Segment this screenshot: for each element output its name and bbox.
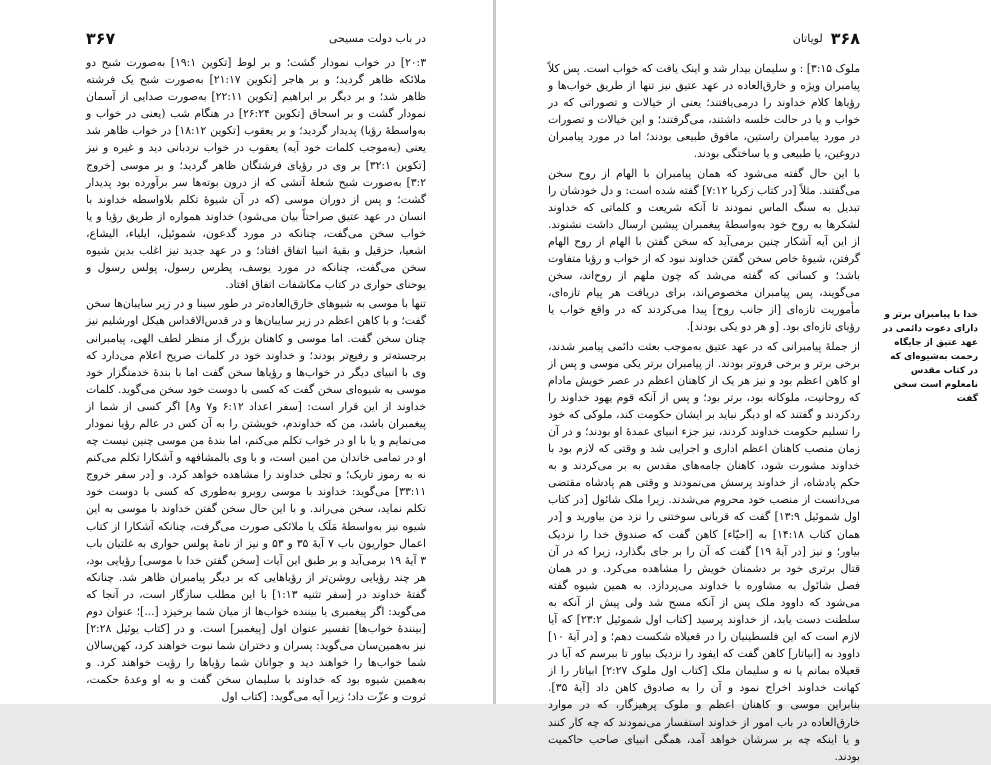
margin-note: خدا با پیامبران برتر و دارای دعوت دائمی در عهد عتیق از جایگاه رحمت به‌شیوه‌ای که در کتاب مقدس نامعلوم است سخن گفت [882,310,978,404]
right-running-title: لویاتان [792,31,823,45]
right-paragraph-3: از جملهٔ پیامبرانی که در عهد عتیق به‌موجب بعثت دائمی پیامبر شدند، برخی برتر و برخی فروتر بودند. از پیامبران برتر یکی موسی و پس از او کاهن اعظم بود و نیز هر یک از کاهنان اعظم در عصر خویش مادام که روحانیت، ملوکانه بود، برتر بود؛ و پس از آنکه قوم یهود خداوند را ردکردند و گفتند که او دیگر نباید بر ایشان حکومت کند، ملوکی که خود را تسلیم حکومت خداوند کردند، نیز جزء انبیای عمدهٔ او بودند؛ و در آن زمان منصب کاهنان اعظم اداری و اجرایی شد و وقتی که لازم بود با خداوند مشورت شود، کاهنان جامه‌های مقدس به بر می‌کردند و به حکم پادشاه، از خداوند پرسش می‌نمودند و وقتی هم پادشاه مقتضی می‌دانست از منصب خود محروم می‌شدند. زیرا ملک شائول [در کتاب اول شموئیل ۱۳:۹] گفت که قربانی سوختنی را نزد من بیاورید و [در همان کتاب ۱۴:۱۸] به [احیّاء] کاهن گفت که صندوق خدا را نزدیک بیاور؛ و نیز [در آیهٔ ۱۹] گفت که آن را بر جای بگذارد، زیرا که در آن قتال برتری خود بر دشمنان خویش را مشاهده می‌کرد. و در همان فصل شائول به مشاوره با خداوند می‌پردازد. به همین شیوه گفته می‌شود که داوود ملک پس از آنکه مسح شد ولی پیش از آنکه به سلطنت دست یابد، از خداوند پرسید [کتاب اول شموئیل ۲۳:۲] که آیا لازم است که این فلسطینیان را در قعیلاه شکست دهم؛ و [در آیهٔ ۱۰] داوود به [ابیاتار] کاهن گفت که ایفود را نزدیک بیاور تا ببرسم که آیا در قعیلاه بمانم یا نه و سلیمان ملک [کتاب اول ملوک ۲:۲۷] ابیاتار را از کهانت خداوند اخراج نمود و آن را به صادوق کاهن داد [آیهٔ ۳۵]. بنابراین موسی و کاهنان اعظم و ملوک پرهیزگار، که در موارد خارق‌العاده در باب امور از خداوند استفسار می‌نمودند که چه کار کنند و یا اینکه چه بر سرشان خواهد آمد، همگی انبیای صاحب حاکمیت بودند. [548,339,860,763]
left-running-title: در باب دولت مسیحی [328,31,426,45]
right-page-header [548,28,860,48]
right-page-body [548,60,861,763]
left-page-body [86,54,427,704]
left-paragraph-1: ۲۰:۳] در خواب نمودار گشت؛ و بر لوط [تکوین ۱۹:۱] به‌صورت شبح دو ملائکه ظاهر گردید؛ و بر هاجر [تکوین ۲۱:۱۷] به‌صورت شبح یک فرشته ظاهر شد؛ و بر دیگر بر ابراهیم [تکوین ۲۲:۱۱] به‌صورت صدایی از آسمان نمودار گشت و بر اسحاق [تکوین ۲۶:۲۴] در هنگام شب (یعنی در خواب و به‌واسطهٔ رؤیا) پدیدار گردید؛ و بر یعقوب [تکوین ۱۸:۱۲] در خواب ظاهر شد یعنی (به‌موجب کلمات خود آیه) یعقوب در خواب نردبانی دید و غیره و نیز [تکوین ۳۲:۱] بر وی در رؤیای فرشتگان ظاهر گردید؛ و بر موسی [خروج ۳:۲] به‌صورت شبح شعلهٔ آتشی که از درون بوته‌ها سر برآورده بود پدیدار گشت؛ و پس از دوران موسی (که در آن شیوهٔ تکلم بلاواسطه خداوند با انسان در عهد عتیق صراحتاً بیان می‌شود) خداوند همواره از طریق رؤیا و یا خواب سخن می‌گفت، چنانکه در مورد گدعون، شموئیل، ایلیاء، الیشاع، اشعیا، حزقیل و بقیهٔ انبیا اتفاق افتاد؛ و در عهد جدید نیز اغلب بدین شیوه سخن می‌گفت، چنانکه در مورد یوسف، پطرس رسول، پولس رسول و یوحنای حواری در کتاب مکاشفات اتفاق افتاد. [86,56,426,292]
right-page [496,0,991,763]
right-page-number: ۳۶۸ [830,28,860,48]
right-paragraph-2: با این حال گفته می‌شود که همان پیامبران با الهام از روح سخن می‌گفتند. مثلاً [در کتاب زکریا ۷:۱۲] گفته شده است: و دل خودشان را تبدیل به سنگ الماس نمودند تا آنکه شریعت و کلماتی که خداوند لشکرها به روح خود به‌واسطهٔ پیغمبران پیشین ارسال داشت نشنوند. از این آیه آشکار چنین برمی‌آید که سخن گفتن با الهام از روح الهام گرفتن، شیوهٔ خاص سخن گفتن خداوند نبود که از خواب و رؤیا متفاوت باشد؛ و کسانی که گفته می‌شد که چون ملهم از روح‌اند، سخن می‌گویند، پس پیامبران مخصوص‌اند، برای دریافت هر پیام تازه‌ای، مأموریت تازه‌ای [از جانب روح] پیدا می‌کردند که در واقع خواب یا رؤیای تازه‌ای بود. [و هر دو یکی بودند]. [548,166,860,334]
left-page [0,0,493,704]
left-page-header [86,28,426,48]
left-page-number: ۳۶۷ [86,28,116,48]
right-paragraph-1: ملوک ۳:۱۵] : و سلیمان بیدار شد و اینک یافت که خواب است. پس کلاً پیامبران ویژه و خارق‌العاده در عهد عتیق نیز تنها از طریق خواب‌ها و رؤیاها کلام خداوند را درمی‌یافتند؛ یعنی از خیالات و تصوراتی که در خواب و یا در حالت خلسه داشتند، می‌گرفتند؛ و این خیالات و تصورات در مورد پیامبران راستین، مافوق طبیعی بودند؛ اما در مورد پیامبران دروغین، یا طبیعی و یا ساختگی بودند. [548,62,861,161]
left-paragraph-2: تنها با موسی به شیوهای خارق‌العاده‌تر در طور سینا و در زیر سایبان‌ها سخن گفت؛ و با کاهن اعظم در زیر سایبان‌ها و در قدس‌الاقداس هیکل اورشلیم نیز چنان سخن گفت. اما موسی و کاهنان بزرگ از منظر لطف الهی، پیامبرانی برجسته‌تر و رفیع‌تر بودند؛ و خداوند خود در کلمات صریح اعلام می‌دارد که وی با انبیای دیگر در خواب‌ها و رؤیاها سخن گفت اما با بندهٔ خدمتگزار خود موسی به شیوه‌ای سخن گفت که کسی با دوست خود سخن می‌گوید. کلمات خداوند از این قرار است: [سفر اعداد ۶:۱۲ و۷ و۸] اگر کسی از شما از پیغمبران باشد، من که خداوندم، خویشتن را به آن کس در عالم رؤیا نمودار می‌نمایم و یا با او در خواب تکلم می‌کنم، اما بندهٔ من موسی چنین نیست چه او در تمامی خاندان من امین است، و با وی بالمشافهه و آشکارا تکلم می‌کنم نه به رموز تاریک؛ و تجلی خداوند را مشاهده خواهد کرد. و [در سفر خروج ۳۳:۱۱] می‌گوید: خداوند با موسی روبرو به‌طوری که کسی با دوست خود تکلم نماید، سخن می‌راند. و با این حال سخن گفتن خداوند با موسی به این شیوه نیز به‌واسطهٔ مَلَک یا ملائکی صورت می‌گرفت، چنانکه آشکارا از کتاب اعمال حواریون باب ۷ آیهٔ ۳۵ و ۵۳ و نیز از نامهٔ پولس حواری به غلتیان باب ۳ آیهٔ ۱۹ برمی‌آید و بر طبق این آیات [سخن گفتن خدا با موسی] رؤیایی بود، هر چند رؤیایی روشن‌تر از رؤیاهایی که بر دیگر پیامبران ظاهر شد. چنانکه گفتهٔ خداوند در [سفر تثنیه ۱:۱۳] با این مطلب سازگار است، در آنجا که می‌گوید: اگر پیغمبری یا بیننده خواب‌ها از میان شما برخیزد [...]؛ عنوان دوم [بینندهٔ خواب‌ها] تفسیر عنوان اول [پیغمبر] است. و در [کتاب یوئیل ۲:۲۸] نیز به‌همین‌سان می‌گوید: پسران و دختران شما نبوت خواهند کرد، کهن‌سالان شما خواب‌ها را خواهند دید و جوانان شما رؤیاها را رؤیت خواهند کرد. و به‌همین شیوه بود که خداوند با سلیمان سخن گفت و به او وعدهٔ حکمت، ثروت و عزّت داد؛ زیرا آیه می‌گوید: [کتاب اول [86,297,427,704]
